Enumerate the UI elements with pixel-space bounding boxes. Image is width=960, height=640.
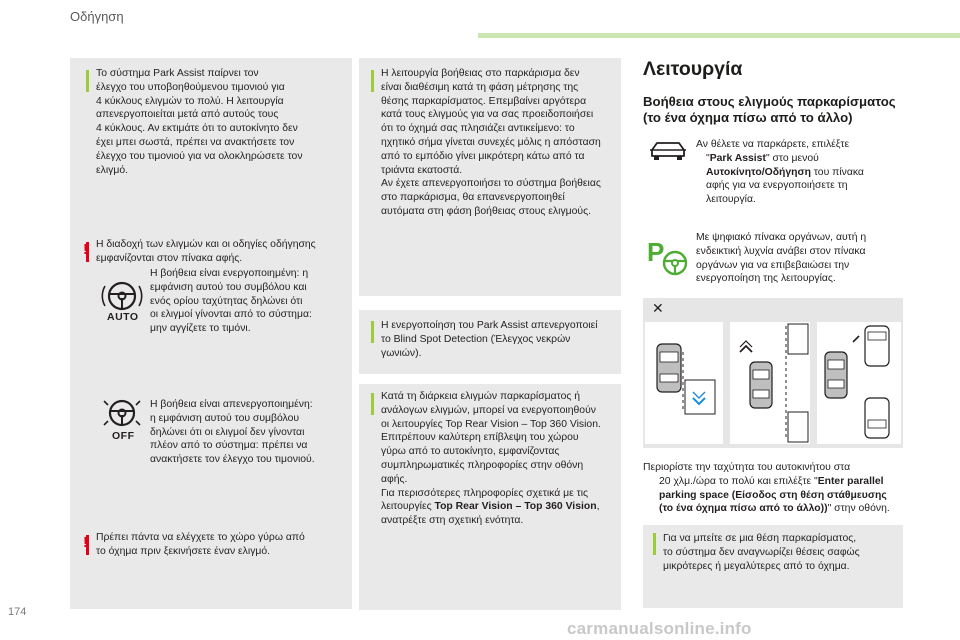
parking-scene-3-drawing (817, 322, 901, 444)
off-icon-label: OFF (112, 430, 135, 442)
park-assist-p-label: P (647, 237, 665, 267)
car-icon (647, 138, 689, 166)
page-number: 174 (8, 606, 27, 618)
steering-wheel-off-icon (102, 395, 144, 435)
section-title: Λειτουργία (643, 58, 743, 80)
info-marker (86, 70, 89, 92)
info-marker (371, 321, 374, 343)
watermark: carmanualsonline.info (567, 619, 752, 638)
warning-icon: ! (83, 241, 88, 258)
info-marker (371, 70, 374, 92)
info-space-size: Για να μπείτε σε μια θέση παρκαρίσματος, το σύστημα δεν αναγνωρίζει θέσεις σαφώς μικρότερες ή μεγαλύτερες από το όχημα. (663, 533, 860, 572)
warning-icon: ! (83, 534, 88, 551)
parking-scene-1-drawing (645, 322, 723, 444)
info-function: Η λειτουργία βοήθειας στο παρκάρισμα δεν είναι διαθέσιμη κατά τη φάση μέτρησης της θέσης παρκαρίσματος. Επεμβαίνει αργότερα κατά τους ελιγμούς για να σας προειδοποιήσει ότι το όχημά σας πλησιάζει αντικείμενο: το ηχητικό σήμα γίνεται συνεχές μόλις η απόσταση από το εμπόδιο γίνει μικρότερη κάτω από τα τριάντα εκατοστά. Αν έχετε απενεργοποιήσει το σύστημα βοήθειας στο παρκάρισμα, θα επανενεργοποιηθεί αυτόματα στη φάση βοήθειας στους ελιγμούς. (381, 68, 601, 217)
info-marker (371, 393, 374, 415)
indicator-description: Με ψηφιακό πίνακα οργάνων, αυτή η ενδεικτική λυχνία ανάβει στον πίνακα οργάνων για να επιβεβαιώσει την ενεργοποίηση της λειτουργίας. (696, 232, 867, 285)
off-description: Η βοήθεια είναι απενεργοποιημένη: η εμφάνιση αυτού του συμβόλου δηλώνει ότι οι ελιγμοί δεν γίνονται πλέον από το σύστημα: πρέπει να ανακτήσετε τον έλεγχο του τιμονιού. (150, 399, 315, 466)
info-marker (653, 533, 656, 555)
section-header: Οδήγηση (70, 9, 124, 24)
header-accent-bar (478, 33, 960, 38)
info-park-assist: Το σύστημα Park Assist παίρνει τον έλεγχο του υποβοηθούμενου τιμονιού για 4 κύκλους ελιγμών το πολύ. Η λειτουργία απενεργοποιείται μετά από αυτούς τους 4 κύκλους. Αν εκτιμάτε ότι το αυτοκίνητο δεν έχει μπει σωστά, πρέπει να ανακτήσετε τον έλεγχο του τιμονιού για να ολοκληρώσετε τον ελιγμό. (96, 68, 303, 176)
park-assist-indicator-icon (660, 248, 690, 278)
warning-sequence: Η διαδοχή των ελιγμών και οι οδηγίες οδήγησης εμφανίζονται στον πίνακα αφής. (96, 239, 316, 264)
auto-icon-label: AUTO (107, 311, 139, 323)
auto-description: Η βοήθεια είναι ενεργοποιημένη: η εμφάνιση αυτού του συμβόλου και ενός ορίου ταχύτητας δηλώνει ότι οι ελιγμοί γίνονται από το σύστημα: μην αγγίζετε το τιμόνι. (150, 268, 312, 335)
step-enter-parallel-parking: Περιορίστε την ταχύτητα του αυτοκινήτου στα 20 χλμ./ώρα το πολύ και επιλέξτε "Enter parallel parking space (Είσοδος στη θέση στάθμευσης (το ένα όχημα πίσω από το άλλο))" στην οθόνη. (643, 462, 890, 515)
warning-check-surroundings: Πρέπει πάντα να ελέγχετε το χώρο γύρω από το όχημα πριν ξεκινήσετε έναν ελιγμό. (96, 532, 305, 557)
info-cameras: Κατά τη διάρκεια ελιγμών παρκαρίσματος ή ανάλογων ελιγμών, μπορεί να ενεργοποιηθούν οι λειτουργίες Top Rear Vision – Top 360 Vision. Επιτρέπουν καλύτερη επίβλεψη του χώρου γύρω από το αυτοκίνητο, εμφανίζοντας συμπληρωματικές πληροφορίες στην οθόνη αφής. Για περισσότερες πληροφορίες σχετικά με τις λειτουργίες Top Rear Vision – Top 360 Vision, ανατρέξτε στη σχετική ενότητα. (381, 391, 601, 527)
parking-scene-2-drawing (730, 322, 810, 444)
subsection-title: Βοήθεια στους ελιγμούς παρκαρίσματος (το ένα όχημα πίσω από το άλλο) (643, 94, 896, 125)
step-select-park-assist: Αν θέλετε να παρκάρετε, επιλέξτε "Park Assist" στο μενού Αυτοκίνητο/Οδήγηση του πίνακα αφής για να ενεργοποιήσετε τη λειτουργία. (696, 139, 864, 206)
info-blind-spot: Η ενεργοποίηση του Park Assist απενεργοποιεί το Blind Spot Detection (Έλεγχος νεκρών γωνιών). (381, 320, 598, 359)
close-icon[interactable]: ✕ (652, 300, 664, 316)
